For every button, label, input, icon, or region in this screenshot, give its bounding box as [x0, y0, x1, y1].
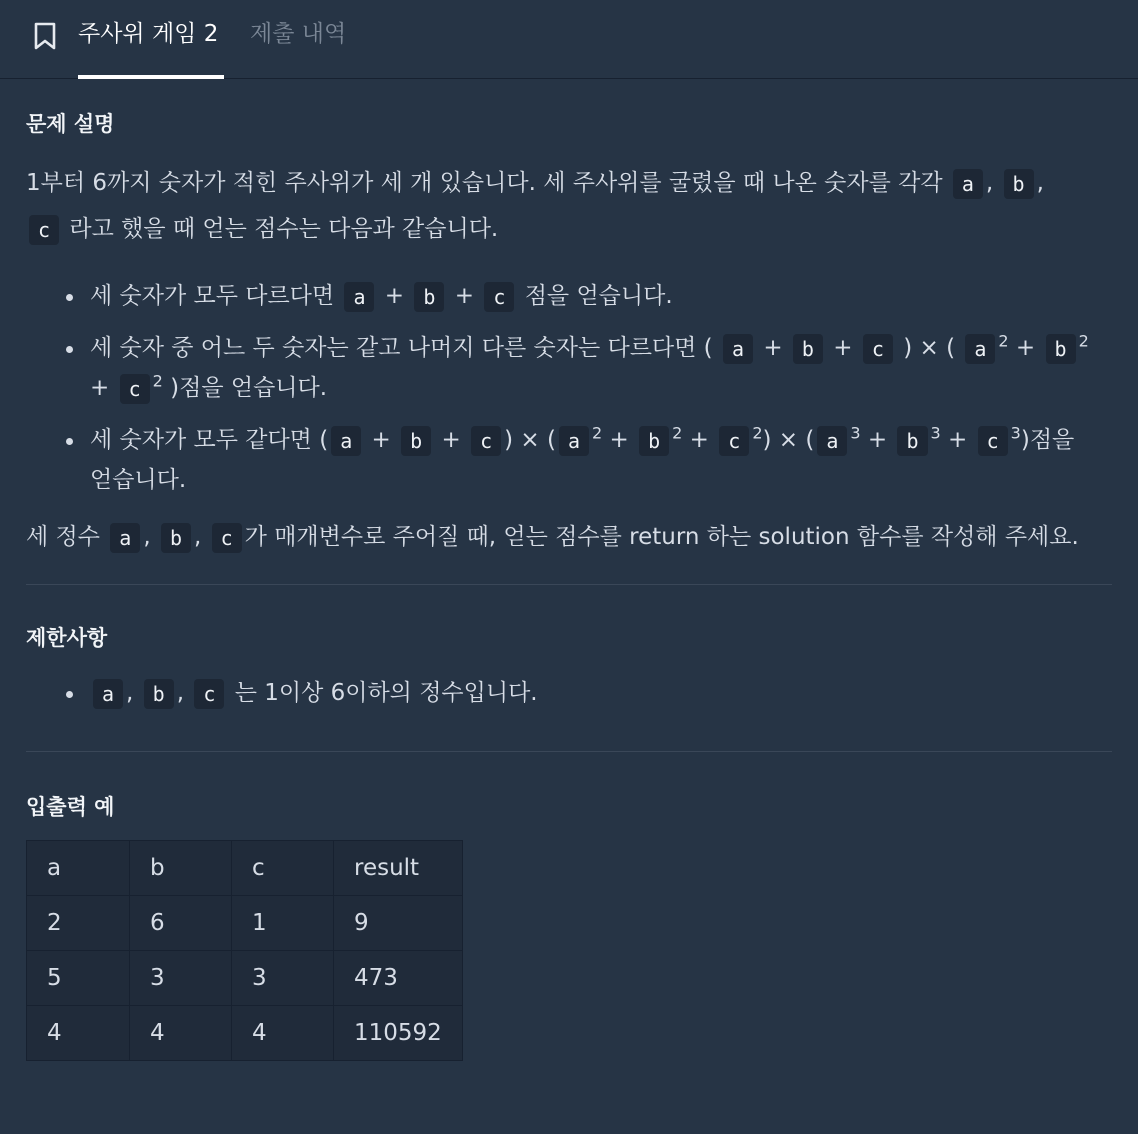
- code-b: b: [1046, 334, 1076, 364]
- plus: +: [90, 375, 110, 401]
- text: ) × (: [762, 427, 815, 453]
- column-header: a: [27, 841, 130, 896]
- text: 는 1이상 6이하의 정수입니다.: [234, 680, 538, 706]
- code-b: b: [414, 282, 444, 312]
- code-b: b: [793, 334, 823, 364]
- table-cell: 9: [334, 896, 463, 951]
- code-c: c: [120, 374, 150, 404]
- text: 세 숫자가 모두 같다면 (: [90, 427, 329, 453]
- code-a: a: [817, 426, 847, 456]
- rule-item: [26, 276, 1112, 316]
- plus: +: [454, 283, 475, 309]
- rule-item: [26, 328, 1112, 408]
- text: 세 숫자가 모두 다르다면: [90, 283, 335, 309]
- table-header-row: [27, 841, 463, 896]
- text: )점을 얻습니다.: [170, 375, 328, 401]
- code-a: a: [723, 334, 753, 364]
- text: 가 매개변수로 주어질 때, 얻는 점수를 return 하는 solution 함수를 작성해 주세요.: [244, 524, 1079, 550]
- code-b: b: [401, 426, 431, 456]
- column-header: b: [130, 841, 232, 896]
- table-cell: 110592: [334, 1006, 463, 1061]
- code-b: b: [161, 523, 191, 553]
- table-cell: 5: [27, 951, 130, 1006]
- exponent: 2: [152, 371, 163, 391]
- table-cell: 3: [130, 951, 232, 1006]
- table-cell: 1: [232, 896, 334, 951]
- text: 세 정수: [26, 524, 100, 550]
- task-paragraph: 세 정수 a , b , c 가 매개변수로 주어질 때, 얻는 점수를 return 하는 solution 함수를 작성해 주세요.: [26, 514, 1112, 560]
- code-a: a: [344, 282, 374, 312]
- table-cell: 4: [130, 1006, 232, 1061]
- rules-list: [26, 276, 1112, 500]
- exponent: 2: [752, 423, 763, 443]
- comma: ,: [1036, 170, 1044, 196]
- table-cell: 473: [334, 951, 463, 1006]
- code-a: a: [331, 426, 361, 456]
- text: 라고 했을 때 얻는 점수는 다음과 같습니다.: [69, 216, 499, 242]
- code-b: b: [1004, 169, 1034, 199]
- code-a: a: [953, 169, 983, 199]
- code-c: c: [471, 426, 501, 456]
- tab-submissions[interactable]: 제출 내역: [250, 21, 347, 47]
- code-a: a: [965, 334, 995, 364]
- code-c: c: [978, 426, 1008, 456]
- code-c: c: [29, 215, 59, 245]
- plus: +: [763, 335, 783, 361]
- exponent: 3: [930, 423, 941, 443]
- text: 1부터 6까지 숫자가 적힌 주사위가 세 개 있습니다. 세 주사위를 굴렸을 때 나온 숫자를 각각: [26, 170, 943, 196]
- exponent: 2: [1078, 331, 1089, 351]
- description-paragraph: [26, 160, 1112, 252]
- code-c: c: [212, 523, 242, 553]
- constraints-list: [26, 673, 1112, 713]
- code-c: c: [863, 334, 893, 364]
- active-tab-indicator: [78, 75, 224, 79]
- comma: ,: [985, 170, 994, 196]
- table-cell: 3: [232, 951, 334, 1006]
- text: 얻습니다.: [90, 467, 187, 493]
- table-cell: 4: [232, 1006, 334, 1061]
- tab-bar: [0, 0, 1138, 79]
- text: 점을 얻습니다.: [524, 283, 673, 309]
- tab-problem[interactable]: 주사위 게임 2: [78, 21, 219, 47]
- examples-table: [26, 840, 463, 1061]
- exponent: 2: [998, 331, 1009, 351]
- table-row: [27, 951, 463, 1006]
- text: ) × (: [504, 427, 556, 453]
- code-a: a: [559, 426, 589, 456]
- column-header: c: [232, 841, 334, 896]
- problem-content: [0, 79, 1138, 1061]
- column-header: result: [334, 841, 463, 896]
- exponent: 3: [1010, 423, 1021, 443]
- code-c: c: [194, 679, 224, 709]
- constraint-item: a , b , c 는 1이상 6이하의 정수입니다.: [26, 673, 1112, 713]
- bookmark-icon[interactable]: [34, 22, 56, 50]
- plus: +: [833, 335, 853, 361]
- code-b: b: [639, 426, 669, 456]
- table-row: [27, 1006, 463, 1061]
- constraints-heading: 제한사항: [26, 626, 108, 650]
- exponent: 2: [672, 423, 683, 443]
- code-b: b: [144, 679, 174, 709]
- code-a: a: [110, 523, 140, 553]
- rule-item: 세 숫자가 모두 같다면 ( a + b + c ) × ( a $^2$ + b $^2$ + c $^2$) × ( a $^3$ + b $^3$ + c $^3$)점을 얻습니다.: [26, 420, 1112, 500]
- code-a: a: [93, 679, 123, 709]
- code-b: b: [897, 426, 927, 456]
- text: 세 숫자 중 어느 두 숫자는 같고 나머지 다른 숫자는 다르다면 (: [90, 335, 713, 361]
- description-heading: 문제 설명: [26, 112, 115, 136]
- exponent: 3: [850, 423, 861, 443]
- table-cell: 6: [130, 896, 232, 951]
- table-cell: 4: [27, 1006, 130, 1061]
- plus: +: [384, 283, 405, 309]
- text: ) × (: [903, 335, 956, 361]
- code-c: c: [484, 282, 514, 312]
- examples-heading: 입출력 예: [26, 795, 115, 819]
- plus: +: [1015, 335, 1036, 361]
- code-c: c: [719, 426, 749, 456]
- table-row: [27, 896, 463, 951]
- text: )점을: [1020, 427, 1075, 453]
- table-cell: 2: [27, 896, 130, 951]
- exponent: 2: [592, 423, 603, 443]
